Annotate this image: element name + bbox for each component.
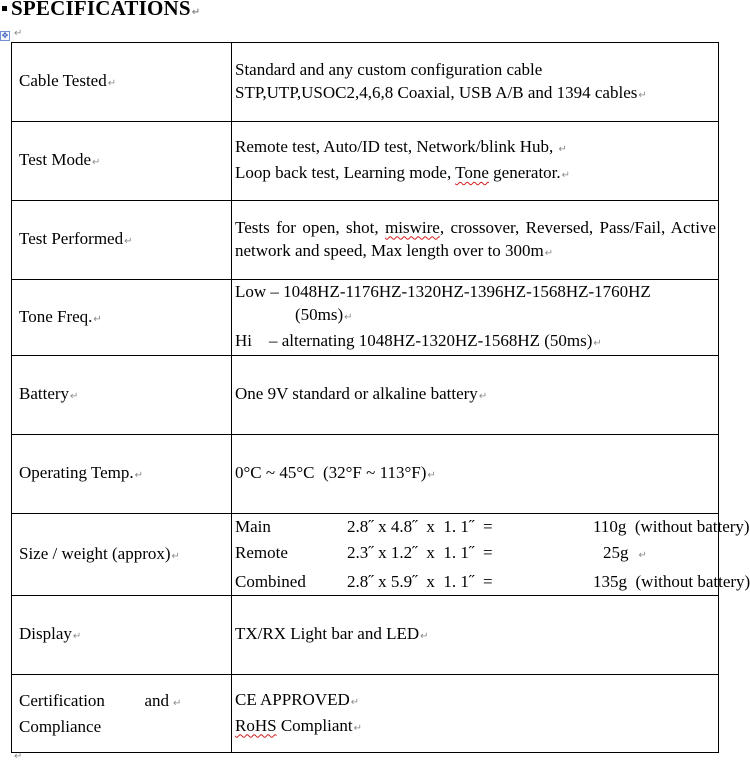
value-line: CE APPROVED↵: [235, 689, 360, 709]
paragraph-mark-icon: ↵: [561, 170, 571, 181]
paragraph-mark-icon: ↵: [593, 338, 602, 349]
row-value: 0°C ~ 45°C (32°F ~ 113°F)↵: [232, 435, 719, 514]
paragraph-mark-icon: ↵: [72, 631, 82, 642]
specifications-table: [11, 42, 750, 753]
row-label: Size / weight (approx)↵: [12, 514, 232, 596]
paragraph-mark-icon: ↵: [558, 144, 567, 155]
row-value: [232, 122, 719, 201]
row-value: [232, 280, 719, 356]
table-row: [12, 122, 719, 201]
paragraph-mark-icon: ↵: [420, 631, 429, 642]
size-weight-item: Main 2.8˝ x 4.8˝ x 1. 1˝ = 110g (without battery): [235, 517, 750, 536]
row-value: [232, 514, 750, 596]
value-line: STP,UTP,USOC2,4,6,8 Coaxial, USB A/B and 1394 cables↵: [235, 82, 647, 102]
paragraph-mark-icon: ↵: [344, 312, 353, 323]
row-label: Battery↵: [12, 356, 232, 435]
paragraph-mark-icon: ↵: [124, 236, 133, 247]
size-weight-item: Remote 2.3˝ x 1.2˝ x 1. 1˝ = 25g ↵: [235, 540, 716, 569]
paragraph-mark-icon: ↵: [638, 89, 647, 101]
row-label: Operating Temp.↵: [12, 435, 232, 514]
row-value: [232, 675, 719, 753]
spellcheck-word: miswire: [385, 217, 440, 237]
value-line: RoHS Compliant↵: [235, 715, 362, 735]
paragraph-mark-icon: ↵: [14, 751, 23, 762]
paragraph-mark-icon: ↵: [544, 247, 554, 259]
paragraph-mark-icon: ↵: [427, 470, 436, 481]
value-line: (50ms)↵: [295, 305, 353, 324]
size-weight-item: Combined 2.8˝ x 5.9˝ x 1. 1˝ = 135g (without battery): [235, 572, 750, 591]
row-value: Tests for open, shot, miswire, crossover, Reversed, Pass/Fail, Active network and speed, Max length over to 300m↵: [232, 201, 719, 280]
paragraph-mark-icon: ↵: [92, 157, 101, 168]
table-row: [12, 435, 719, 514]
row-value: TX/RX Light bar and LED↵: [232, 596, 719, 675]
paragraph-mark-icon: ↵: [478, 391, 488, 402]
row-value: One 9V standard or alkaline battery↵: [232, 356, 719, 435]
row-label: Tone Freq.↵: [12, 280, 232, 356]
paragraph-mark-icon: ↵: [191, 7, 201, 18]
value-line: Remote test, Auto/ID test, Network/blink Hub, ↵: [235, 137, 567, 156]
paragraph-mark-icon: ↵: [70, 391, 79, 402]
row-label: Test Mode↵: [12, 122, 232, 201]
value-line: Hi – alternating 1048HZ-1320HZ-1568HZ (50ms)↵: [235, 331, 602, 350]
table-row: [12, 675, 719, 753]
value-line: Low – 1048HZ-1176HZ-1320HZ-1396HZ-1568HZ-1760HZ: [235, 282, 651, 301]
paragraph-mark-icon: ↵: [171, 550, 180, 562]
row-label: Cable Tested↵: [12, 43, 232, 122]
table-row: [12, 596, 719, 675]
paragraph-mark-icon: ↵: [107, 78, 117, 89]
label-line: Compliance: [19, 717, 102, 736]
paragraph-mark-icon: ↵: [134, 470, 144, 481]
table-row: [12, 514, 719, 596]
page-heading: [2, 0, 200, 21]
row-label: Test Performed↵: [12, 201, 232, 280]
paragraph-mark-icon: ↵: [173, 698, 182, 709]
paragraph-mark-icon: ↵: [93, 313, 102, 325]
value-line: Loop back test, Learning mode, Tone generator.↵: [235, 163, 571, 182]
row-value: [232, 43, 719, 122]
table-row: [12, 43, 719, 122]
heading-text: SPECIFICATIONS: [11, 0, 191, 20]
paragraph-mark-icon: ↵: [638, 550, 647, 561]
paragraph-mark-icon: ↵: [350, 696, 360, 708]
table-row: [12, 356, 719, 435]
paragraph-mark-icon: ↵: [14, 28, 23, 39]
table-move-handle-icon[interactable]: ✥: [1, 31, 9, 40]
value-line: Standard and any custom configuration cable: [235, 59, 543, 79]
bullet-icon: [2, 6, 7, 11]
table-row: [12, 280, 719, 356]
row-label: [12, 675, 232, 753]
table-row: [12, 201, 719, 280]
label-line: Certification and: [19, 691, 169, 710]
row-label: Display↵: [12, 596, 232, 675]
paragraph-mark-icon: ↵: [353, 722, 362, 734]
